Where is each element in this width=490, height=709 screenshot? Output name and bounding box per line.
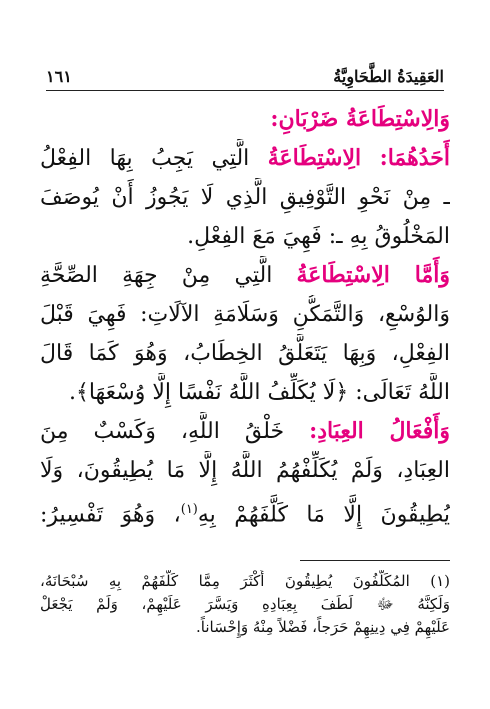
text-run: ـ مِنْ نَحْوِ التَّوْفِيقِ الَّذِي لَا يَجُوزُ أَنْ يُوصَفَ bbox=[40, 185, 450, 210]
text-run: ، وَهُوَ تَفْسِيرُ: bbox=[40, 502, 181, 528]
text-run: العِبَادِ، وَلَمْ يُكَلِّفْهُمُ اللَّهُ إِلَّا مَا يُطِيقُونَ، وَلَا bbox=[40, 458, 450, 483]
text-run: يُطِيقُونَ إِلَّا مَا كَلَّفَهُمْ بِهِ bbox=[197, 502, 450, 528]
text-run: المَخْلُوقُ بِهِ ـ: فَهِيَ مَعَ الفِعْلِ. bbox=[187, 224, 450, 249]
footnote-separator bbox=[300, 560, 450, 561]
page-header bbox=[46, 56, 444, 91]
text-line bbox=[40, 217, 450, 256]
footnote-ref: (١) bbox=[180, 502, 198, 517]
text-line bbox=[40, 334, 450, 373]
text-run: وَالوُسْعِ، وَالتَّمَكُّنِ وَسَلَامَةِ الآلَاتِ: فَهِيَ قَبْلَ bbox=[40, 302, 450, 327]
text-line bbox=[40, 295, 450, 334]
footnotes bbox=[40, 570, 450, 639]
text-line bbox=[40, 490, 450, 529]
text-line bbox=[40, 412, 450, 451]
running-title: العَقِيدَةُ الطَّحَاوِيَّةُ bbox=[333, 67, 444, 86]
main-text bbox=[40, 100, 450, 529]
text-run bbox=[361, 146, 379, 171]
text-line bbox=[40, 451, 450, 490]
text-line bbox=[40, 256, 450, 295]
text-line bbox=[40, 100, 450, 139]
footnote-line: وَلَكِنَّهُ ﷻ لَطَفَ بِعِبَادِهِ وَيَسَّرَ عَلَيْهِمْ، وَلَمْ يَجْعَلْ bbox=[40, 595, 450, 613]
text-run: الَّتِي مِنْ جِهَةِ الصِّحَّةِ bbox=[40, 263, 297, 288]
text-line bbox=[40, 139, 450, 178]
text-run: الَّتِي يَجِبُ بِهَا الفِعْلُ bbox=[40, 146, 268, 171]
highlighted-phrase: وَأَمَّا الِاسْتِطَاعَةُ bbox=[296, 262, 450, 288]
text-run: خَلْقُ اللَّهِ، وَكَسْبٌ مِنَ bbox=[40, 419, 310, 444]
text-run: اللَّهُ تَعَالَى: ﴿لَا يُكَلِّفُ اللَّهُ نَفْسًا إِلَّا وُسْعَهَا﴾. bbox=[68, 380, 450, 405]
text-line bbox=[40, 178, 450, 217]
highlighted-phrase: وَأَفْعَالُ العِبَادِ: bbox=[309, 418, 450, 444]
highlighted-phrase: أَحَدُهُمَا: bbox=[379, 145, 450, 171]
highlighted-phrase: وَالِاسْتِطَاعَةُ ضَرْبَانِ: bbox=[270, 106, 450, 132]
footnote-line: (١) المُكَلَّفُونَ يُطِيقُونَ أَكْثَرَ مِمَّا كَلَّفَهُمْ بِهِ سُبْحَانَهُ، bbox=[40, 572, 450, 590]
text-run: الفِعْلِ، وَبِهَا يَتَعَلَّقُ الخِطَابُ، وَهُوَ كَمَا قَالَ bbox=[40, 341, 450, 366]
highlighted-phrase: الِاسْتِطَاعَةُ bbox=[267, 145, 362, 171]
footnote-line: عَلَيْهِمْ فِي دِينِهِمْ حَرَجاً، فَضْلاً مِنْهُ وَإِحْسَاناً. bbox=[195, 618, 450, 636]
text-line bbox=[40, 373, 450, 412]
page-number: ١٦١ bbox=[46, 67, 72, 86]
